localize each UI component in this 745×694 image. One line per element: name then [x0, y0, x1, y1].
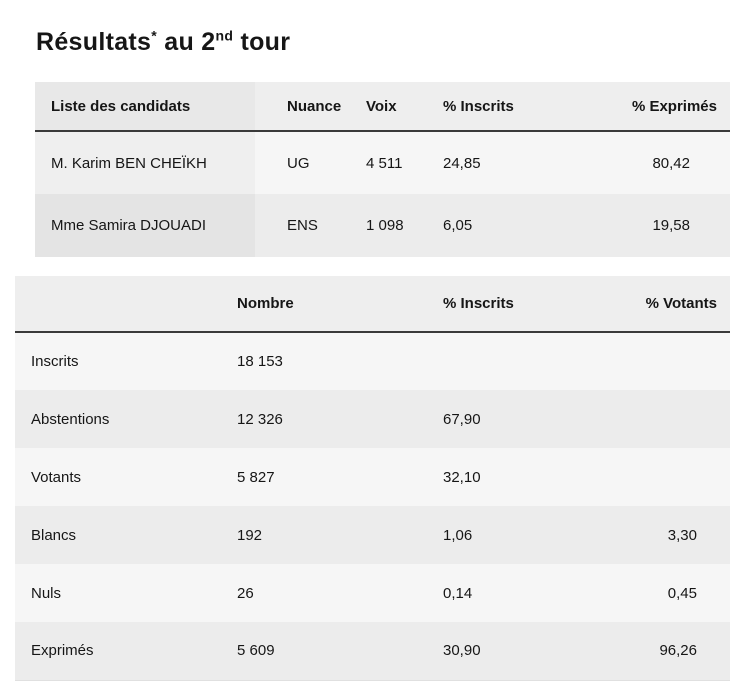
cell-nombre: 5 827 [237, 468, 275, 486]
title-ordinal: nd [215, 27, 234, 44]
column-header-nuance: Nuance [255, 82, 350, 131]
title-end: tour [233, 28, 291, 56]
cell-nuance: ENS [287, 217, 318, 234]
cell-pct-votants: 3,30 [667, 526, 697, 544]
cell-nombre: 12 326 [237, 410, 283, 428]
cell-nombre: 192 [237, 526, 263, 544]
candidates-table-header [35, 82, 730, 131]
column-header-pct-votants: % Votants [557, 276, 730, 332]
participation-table-header [15, 276, 730, 332]
cell-pct-inscrits [427, 332, 557, 390]
title-main: Résultats [36, 28, 152, 56]
column-header-voix: Voix [350, 82, 430, 131]
column-header-pct-inscrits: % Inscrits [430, 82, 545, 131]
cell-pct-inscrits: 24,85 [443, 154, 481, 172]
cell-voix: 1 098 [366, 217, 404, 234]
table-row [15, 564, 730, 622]
title-mid: au 2 [157, 28, 216, 56]
table-row [15, 506, 730, 564]
column-header-nombre: Nombre [221, 276, 427, 332]
header-row [35, 82, 730, 131]
cell-pct-votants [557, 332, 730, 390]
cell-pct-votants [557, 390, 730, 448]
cell-pct-inscrits: 32,10 [443, 468, 481, 486]
cell-pct-inscrits: 1,06 [443, 526, 473, 544]
cell-pct-exprimes: 19,58 [652, 217, 690, 234]
table-row [35, 194, 730, 257]
cell-row-label: Votants [31, 468, 82, 486]
column-header-pct-inscrits: % Inscrits [427, 276, 557, 332]
cell-row-label: Inscrits [31, 353, 79, 370]
table-row [15, 448, 730, 506]
cell-pct-votants: 96,26 [557, 622, 730, 680]
cell-row-label: Abstentions [31, 410, 110, 428]
cell-nombre: 18 153 [237, 353, 283, 370]
cell-candidate-name: M. Karim BEN CHEÏKH [35, 131, 255, 194]
cell-nuance: UG [287, 154, 310, 172]
column-header-pct-exprimes: % Exprimés [545, 82, 730, 131]
cell-pct-inscrits: 6,05 [443, 217, 473, 234]
cell-candidate-name: Mme Samira DJOUADI [35, 194, 255, 257]
title-footnote-asterisk: * [151, 27, 157, 44]
header-row [15, 276, 730, 332]
table-row [35, 131, 730, 194]
column-header-liste-des-candidats: Liste des candidats [35, 82, 255, 131]
cell-nombre: 26 [237, 584, 254, 602]
cell-pct-inscrits: 67,90 [443, 410, 481, 428]
cell-pct-inscrits: 0,14 [443, 584, 473, 602]
cell-pct-votants: 0,45 [667, 584, 697, 602]
table-row [15, 332, 730, 390]
table-row [15, 390, 730, 448]
cell-voix: 4 511 [366, 154, 403, 172]
participation-table [15, 276, 730, 681]
cell-pct-inscrits: 30,90 [427, 622, 557, 680]
cell-row-label: Blancs [31, 526, 77, 544]
page-title [36, 27, 745, 57]
cell-row-label: Exprimés [15, 622, 221, 680]
cell-pct-votants [557, 448, 730, 506]
column-header-empty [15, 276, 221, 332]
cell-pct-exprimes: 80,42 [652, 154, 690, 172]
candidates-table [35, 82, 730, 257]
cell-row-label: Nuls [31, 584, 62, 602]
cell-nombre: 5 609 [221, 622, 427, 680]
table-row [15, 622, 730, 680]
